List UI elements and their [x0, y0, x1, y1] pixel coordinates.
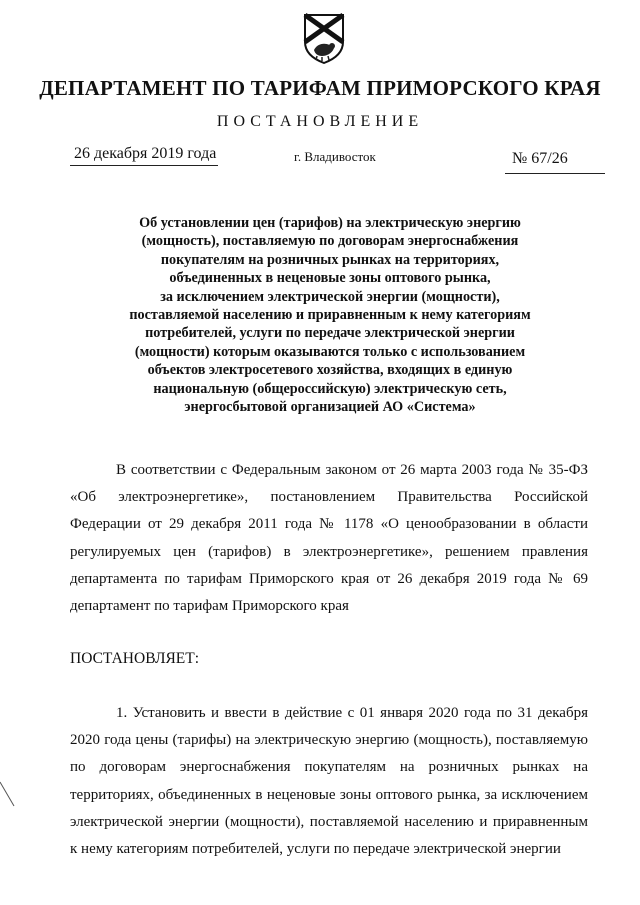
title-line: Об установлении цен (тарифов) на электрическую энергию	[139, 215, 521, 231]
date-underline	[70, 165, 218, 166]
title-line: за исключением электрической энергии (мощности),	[160, 288, 500, 305]
coat-of-arms-icon	[302, 12, 346, 64]
title-line: национальную (общероссийскую) электрическую сеть,	[153, 380, 507, 397]
title-line: поставляемой населению и приравненным к нему категориям	[129, 307, 531, 324]
document-date: 26 декабря 2019 года	[74, 145, 217, 162]
number-underline	[505, 173, 605, 174]
margin-mark	[0, 780, 20, 810]
document-type: ПОСТАНОВЛЕНИЕ	[216, 113, 424, 130]
preamble-paragraph: В соответствии с Федеральным законом от 26 марта 2003 года № 35-ФЗ «Об электроэнергетике», постановлением Правительства Российской Федерации от 29 декабря 2011 года № 1178 «О ценообразовании в области регулируемых цен (тарифов) в электроэнергетике», решением правления департамента по тарифам Приморского края от 26 декабря 2019 года № 69 департамент по тарифам Приморского края	[70, 462, 588, 615]
title-line: (мощность), поставляемую по договорам энергоснабжения	[141, 233, 519, 250]
title-line: объединенных в неценовые зоны оптового рынка,	[169, 270, 491, 287]
document-city: г. Владивосток	[294, 149, 376, 164]
title-line: объектов электросетевого хозяйства, входящих в единую	[147, 362, 513, 379]
title-line: (мощности) которым оказываются только с использованием	[134, 343, 526, 360]
title-line: энергосбытовой организацией АО «Система»	[184, 399, 476, 416]
item-1-paragraph: 1. Установить и ввести в действие с 01 января 2020 года по 31 декабря 2020 года цены (тарифы) на электрическую энергию (мощность), поставляемую по договорам энергоснабжения покупателям на розничных рынках на территориях, объединенных в неценовые зоны оптового рынка, за исключением электрической энергии (мощности), поставляемой населению и приравненным к нему категориям потребителей, услуги по передаче электрической энергии	[70, 705, 588, 858]
resolve-heading: ПОСТАНОВЛЯЕТ:	[70, 650, 200, 667]
document-title	[110, 214, 550, 416]
title-line: потребителей, услуги по передаче электрической энергии	[145, 325, 515, 342]
department-name: ДЕПАРТАМЕНТ ПО ТАРИФАМ ПРИМОРСКОГО КРАЯ	[39, 76, 601, 100]
document-number: № 67/26	[512, 150, 568, 167]
title-line: покупателям на розничных рынках на территориях,	[160, 251, 500, 268]
